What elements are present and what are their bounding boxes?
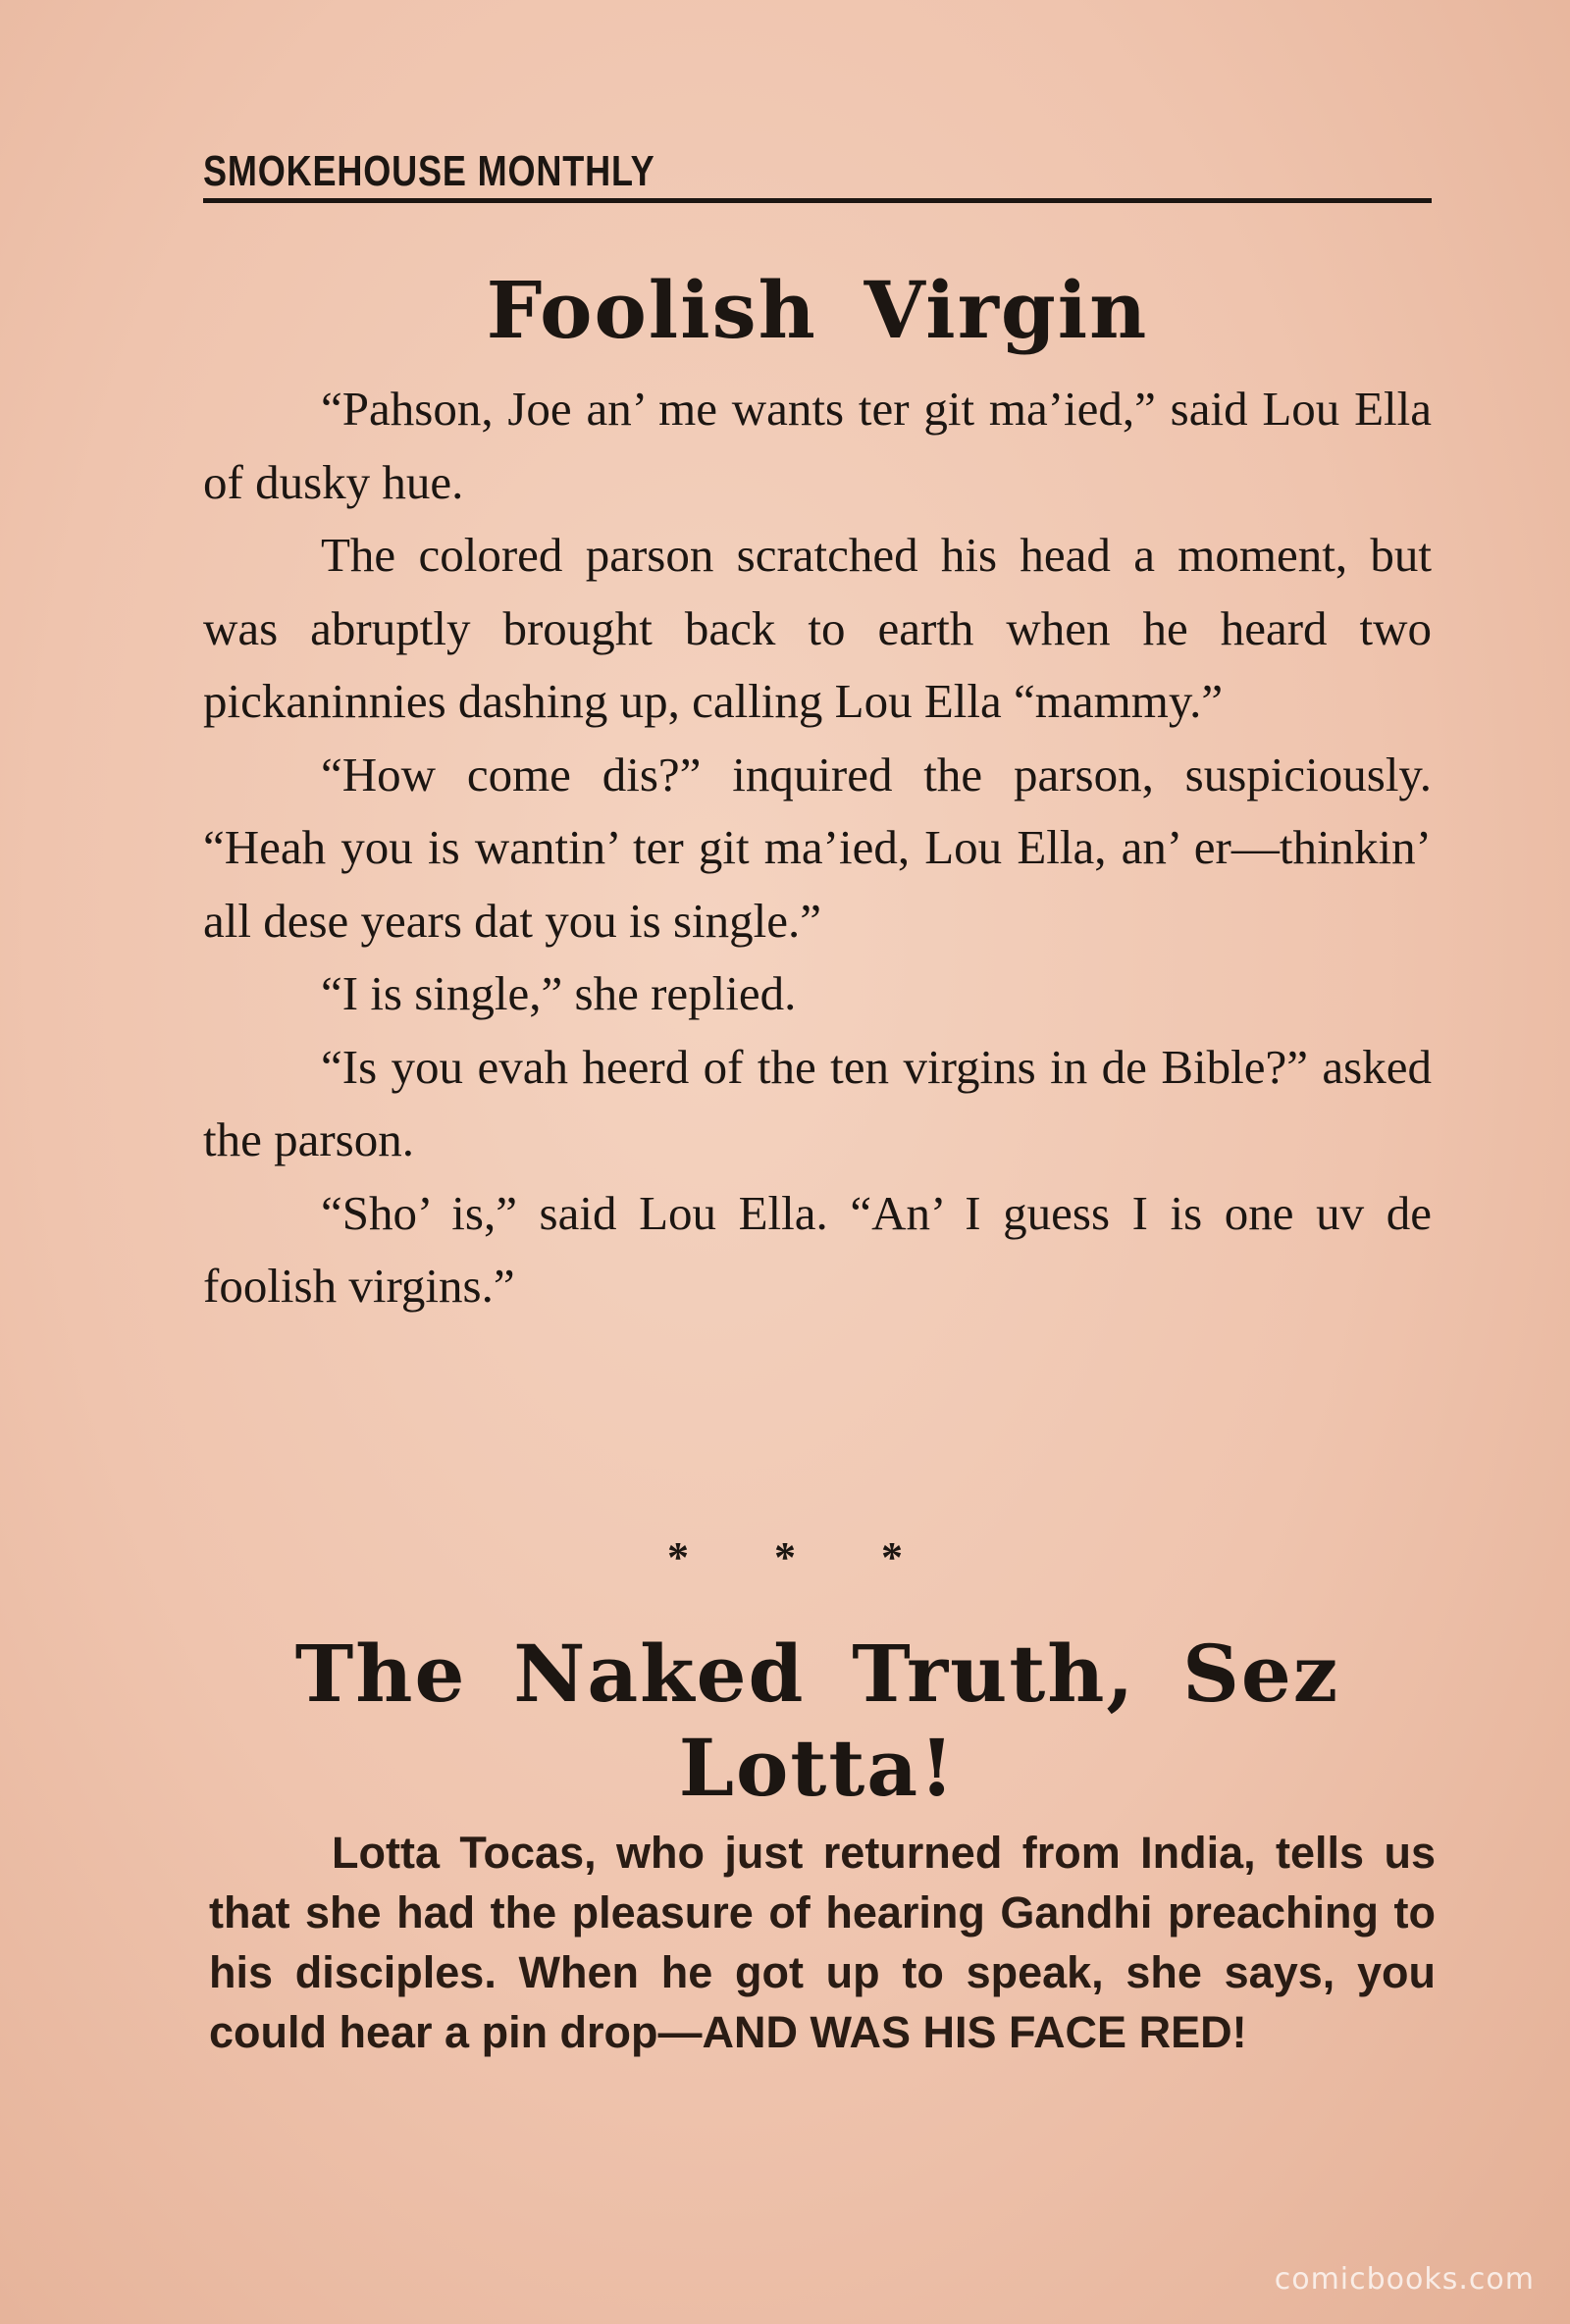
running-header — [203, 143, 1432, 203]
article-title-naked-truth: The Naked Truth, Sez Lotta! — [294, 1627, 1340, 1814]
section-divider — [0, 1532, 1570, 1582]
paragraph: “Is you evah heerd of the ten virgins in de Bible?” asked the parson. — [203, 1039, 1432, 1166]
paragraph: “I is single,” she replied. — [321, 966, 797, 1020]
paragraph: The colored parson scratched his head a moment, but was abruptly brought back to earth when he heard two pickaninnies dashing up, calling Lou Ella “mammy.” — [203, 528, 1432, 728]
article-body-foolish-virgin — [203, 373, 1432, 1323]
paragraph: Lotta Tocas, who just returned from India, tells us that she had the pleasure of hearing Gandhi preaching to his disciples. When he got up to speak, she says, you could hear a pin drop—AND WAS HIS FACE RED! — [209, 1828, 1436, 2057]
article-body-naked-truth — [209, 1823, 1436, 2062]
divider-asterisk: * — [667, 1533, 689, 1581]
divider-asterisk: * — [881, 1533, 903, 1581]
divider-asterisk: * — [774, 1533, 796, 1581]
publication-title: SMOKEHOUSE MONTHLY — [203, 147, 655, 195]
paragraph: “Pahson, Joe an’ me wants ter git ma’ied,” said Lou Ella of dusky hue. — [203, 382, 1432, 509]
paragraph: “Sho’ is,” said Lou Ella. “An’ I guess I is one uv de foolish virgins.” — [203, 1185, 1432, 1313]
paragraph: “How come dis?” inquired the parson, suspiciously. “Heah you is wantin’ ter git ma’ied, Lou Ella, an’ er—thinkin’ all dese years dat you is single.” — [203, 747, 1432, 948]
article-title-foolish-virgin: Foolish Virgin — [486, 264, 1149, 356]
site-watermark: comicbooks.com — [1274, 2262, 1535, 2297]
